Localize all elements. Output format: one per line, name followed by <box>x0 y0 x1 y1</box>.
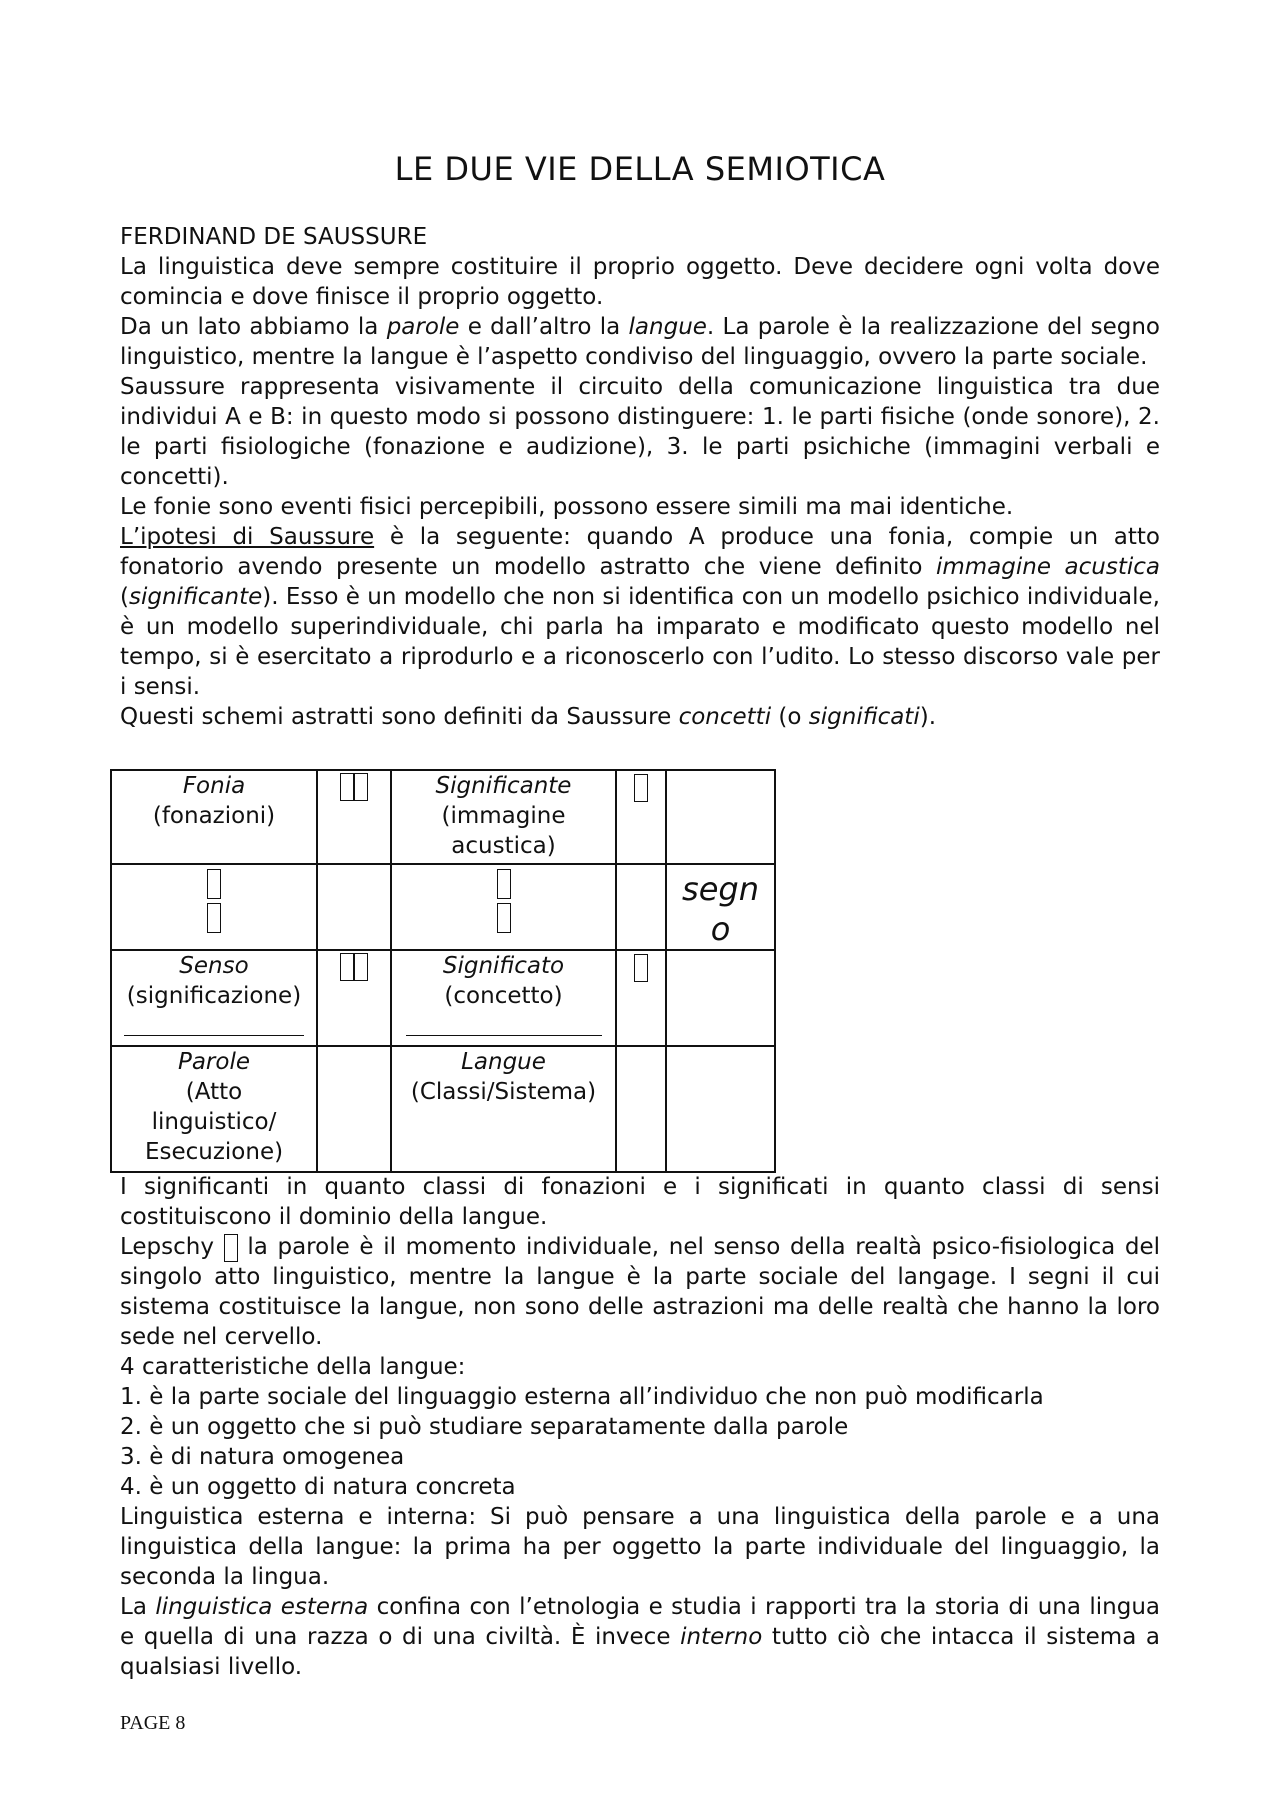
text-run-italic: significati <box>808 704 920 730</box>
cell-empty <box>616 1046 666 1172</box>
cell-parole <box>111 1046 317 1172</box>
paragraph: La linguistica deve sempre costituire il proprio oggetto. Deve decidere ogni volta dove comincia e dove finisce il proprio oggetto. <box>120 254 1160 310</box>
page-number: PAGE 8 <box>120 1712 186 1734</box>
segno-label <box>667 869 774 949</box>
paragraph: Saussure rappresenta visivamente il circuito della comunicazione linguistica tra due individui A e B: in questo modo si possono distinguere: 1. le parti fisiche (onde sonore), 2. le parti fisiologiche (fonazione e audizione), 3. le parti psichiche (immagini verbali e concetti). <box>120 374 1160 490</box>
text-run: la parole è il momento individuale, nel senso della realtà psico-fisiologica del singolo atto linguistico, mentre la langue è la parte sociale del langage. I segni il cui sistema costituisce la langue, non sono delle astrazioni ma delle realtà che hanno la loro sede nel cervello. <box>120 1234 1160 1350</box>
cell-label: Langue <box>461 1049 546 1075</box>
section-heading: FERDINAND DE SAUSSURE <box>120 224 428 250</box>
paragraph: Linguistica esterna e interna: Si può pensare a una linguistica della parole e a una linguistica della langue: la prima ha per oggetto la parte individuale del linguaggio, la seconda la lingua. <box>120 1504 1160 1590</box>
cell-sublabel: Esecuzione) <box>144 1139 284 1165</box>
text-run: e dall’altro la <box>459 314 629 340</box>
missing-glyph-icon <box>207 903 221 933</box>
cell-sublabel: (Atto <box>185 1079 243 1105</box>
text-run: . La parole è la realizzazione del segno linguistico, mentre la langue è l’aspetto condiviso del linguaggio, ovvero la parte sociale. <box>120 314 1160 370</box>
segno-part: segn <box>682 870 759 908</box>
cell-glyphs <box>317 950 391 1046</box>
paragraph <box>120 522 1160 702</box>
paragraph: I significanti in quanto classi di fonazioni e i significati in quanto classi di sensi costituiscono il dominio della langue. <box>120 1174 1160 1230</box>
body-bottom <box>120 1172 1160 1682</box>
paragraph: 4 caratteristiche della langue: <box>120 1354 466 1380</box>
missing-glyph-icon <box>354 773 368 801</box>
paragraph <box>120 312 1160 372</box>
cell-glyph <box>616 770 666 864</box>
text-run-italic: parole <box>386 314 460 340</box>
cell-fonia <box>111 770 317 864</box>
missing-glyph-icon <box>207 869 221 899</box>
cell-senso <box>111 950 317 1046</box>
missing-glyph-icon <box>634 774 648 802</box>
paragraph <box>120 1592 1160 1682</box>
cell-glyphs <box>317 770 391 864</box>
cell-empty <box>666 1046 775 1172</box>
list-item: 2. è un oggetto che si può studiare separatamente dalla parole <box>120 1414 849 1440</box>
cell-label: Significante <box>435 773 572 799</box>
cell-label: Parole <box>177 1049 251 1075</box>
cell-empty <box>317 1046 391 1172</box>
text-run-italic: linguistica esterna <box>155 1594 369 1620</box>
cell-label: Senso <box>179 953 249 979</box>
text-run-underlined: L’ipotesi di Saussure <box>120 524 375 550</box>
cell-sublabel: (significazione) <box>126 983 302 1009</box>
cell-significante <box>391 770 616 864</box>
list-item: 4. è un oggetto di natura concreta <box>120 1474 516 1500</box>
cell-sublabel: (immagine <box>441 803 566 829</box>
text-run: ). Esso è un modello che non si identifica con un modello psichico individuale, è un modello superindividuale, chi parla ha imparato e modificato questo modello nel tempo, si è esercitato a riprodurlo e a riconoscerlo con l’udito. Lo stesso discorso vale per i sensi. <box>120 584 1160 700</box>
cell-glyph <box>616 950 666 1046</box>
cell-empty <box>666 950 775 1046</box>
cell-label: Significato <box>442 953 565 979</box>
text-run: Lepschy <box>120 1234 224 1260</box>
list-item: 3. è di natura omogenea <box>120 1444 405 1470</box>
missing-glyph-icon <box>634 954 648 982</box>
cell-langue <box>391 1046 616 1172</box>
cell-sublabel: acustica) <box>451 833 556 859</box>
cell-label: Fonia <box>182 773 246 799</box>
text-run: Questi schemi astratti sono definiti da Saussure <box>120 704 679 730</box>
cell-empty <box>317 864 391 950</box>
text-run: confina con l’etnologia e studia i rapporti tra la storia di una lingua e quella di una razza o di una civiltà. È invece <box>120 1594 1160 1650</box>
text-run: ). <box>919 704 937 730</box>
cell-sublabel: (Classi/Sistema) <box>410 1079 597 1105</box>
text-run: La <box>120 1594 156 1620</box>
cell-segno <box>666 864 775 950</box>
list-item: 1. è la parte sociale del linguaggio esterna all’individuo che non può modificarla <box>120 1384 1044 1410</box>
text-run-italic: significante <box>128 584 263 610</box>
text-run: (o <box>771 704 809 730</box>
underline-rule <box>124 1035 304 1036</box>
text-run-italic: interno <box>680 1624 763 1650</box>
cell-sublabel: (fonazioni) <box>152 803 276 829</box>
missing-glyph-icon <box>497 903 511 933</box>
cell-empty <box>666 770 775 864</box>
segno-part: o <box>710 910 731 948</box>
cell-arrow <box>111 864 317 950</box>
text-run: ( <box>120 584 129 610</box>
text-run-italic: concetti <box>678 704 772 730</box>
paragraph: Le fonie sono eventi fisici percepibili, possono essere simili ma mai identiche. <box>120 494 1014 520</box>
text-run: Da un lato abbiamo la <box>120 314 387 340</box>
paragraph <box>120 702 1160 732</box>
text-run-italic: immagine acustica <box>935 554 1160 580</box>
missing-glyph-icon <box>340 953 354 981</box>
missing-glyph-icon <box>354 953 368 981</box>
cell-significato <box>391 950 616 1046</box>
underline-rule <box>406 1035 602 1036</box>
paragraph <box>120 1232 1160 1352</box>
page-title: LE DUE VIE DELLA SEMIOTICA <box>394 150 886 188</box>
cell-sublabel: linguistico/ <box>151 1109 277 1135</box>
text-run: tutto ciò che intacca il sistema a qualsiasi livello. <box>120 1624 1160 1680</box>
cell-empty <box>616 864 666 950</box>
cell-sublabel: (concetto) <box>444 983 563 1009</box>
text-run: è la seguente: quando A produce una fonia, compie un atto fonatorio avendo presente un modello astratto che viene definito <box>120 524 1160 580</box>
cell-arrow <box>391 864 616 950</box>
saussure-sign-table <box>110 769 776 1173</box>
missing-glyph-icon <box>340 773 354 801</box>
missing-glyph-icon <box>497 869 511 899</box>
text-run-italic: langue <box>628 314 707 340</box>
body-top <box>120 222 1160 732</box>
missing-glyph-icon <box>224 1234 238 1262</box>
